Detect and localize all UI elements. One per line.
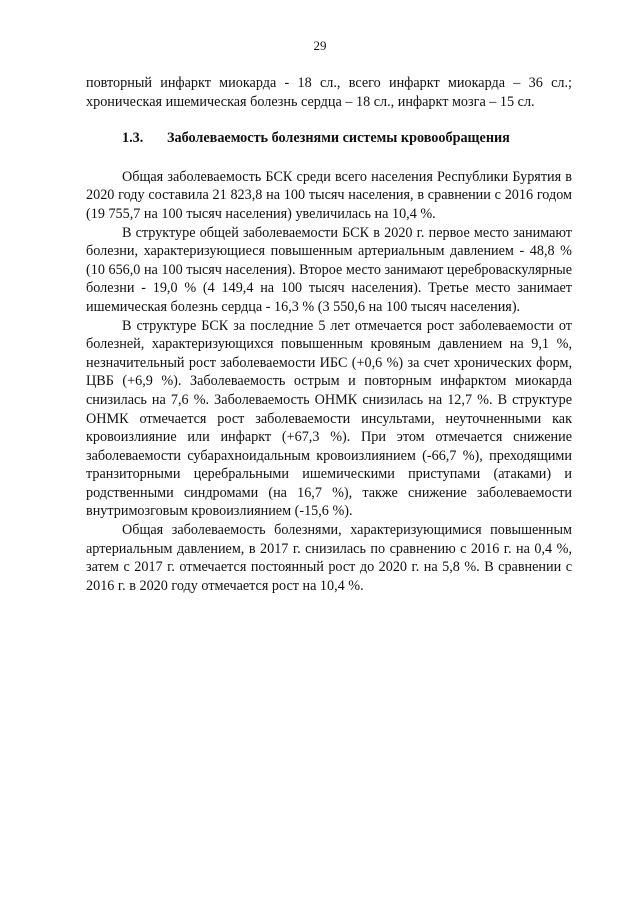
section-heading	[86, 129, 572, 148]
page-number: 29	[313, 38, 327, 53]
section-number: 1.3.	[122, 130, 144, 147]
section-title: Заболеваемость болезнями системы кровообращения	[167, 130, 510, 147]
paragraph: В структуре общей заболеваемости БСК в 2020 г. первое место занимают болезни, характеризующиеся повышенным артериальным давлением - 48,8 % (10 656,0 на 100 тысяч населения). Второе место занимают цереброваскулярные болезни - 19,0 % (4 149,4 на 100 тысяч населения). Третье место занимает ишемическая болезнь сердца - 16,3 % (3 550,6 на 100 тысяч населения).	[86, 224, 572, 315]
continuation-paragraph: повторный инфаркт миокарда - 18 сл., всего инфаркт миокарда – 36 сл.; хроническая ишемическая болезнь сердца – 18 сл., инфаркт мозга – 15 сл.	[86, 75, 572, 110]
paragraph: Общая заболеваемость БСК среди всего населения Республики Бурятия в 2020 году составила 21 823,8 на 100 тысяч населения, в сравнении с 2016 годом (19 755,7 на 100 тысяч населения) увеличилась на 10,4 %.	[86, 168, 572, 222]
paragraph: Общая заболеваемость болезнями, характеризующимися повышенным артериальным давлением, в 2017 г. снизилась по сравнению с 2016 г. на 0,4 %, затем с 2017 г. отмечается постоянный рост до 2020 г. на 5,8 %. В сравнении с 2016 г. в 2020 году отмечается рост на 10,4 %.	[86, 522, 572, 594]
paragraph: В структуре БСК за последние 5 лет отмечается рост заболеваемости от болезней, характеризующихся повышенным кровяным давлением на 9,1 %, незначительный рост заболеваемости ИБС (+0,6 %) за счет хронических форм, ЦВБ (+6,9 %). Заболеваемость острым и повторным инфарктом миокарда снизилась на 7,6 %. Заболеваемость ОНМК снизилась на 12,7 %. В структуре ОНМК отмечается рост заболеваемости инсультами, неуточненными как кровоизлияние или инфаркт (+67,3 %). При этом отмечается снижение заболеваемости субарахноидальным кровоизлиянием (-66,7 %), преходящими транзиторными церебральными ишемическими приступами (атаками) и родственными синдромами (на 16,7 %), также снижение заболеваемости внутримозговым кровоизлиянием (-15,6 %).	[86, 317, 572, 520]
page-content	[86, 74, 572, 595]
